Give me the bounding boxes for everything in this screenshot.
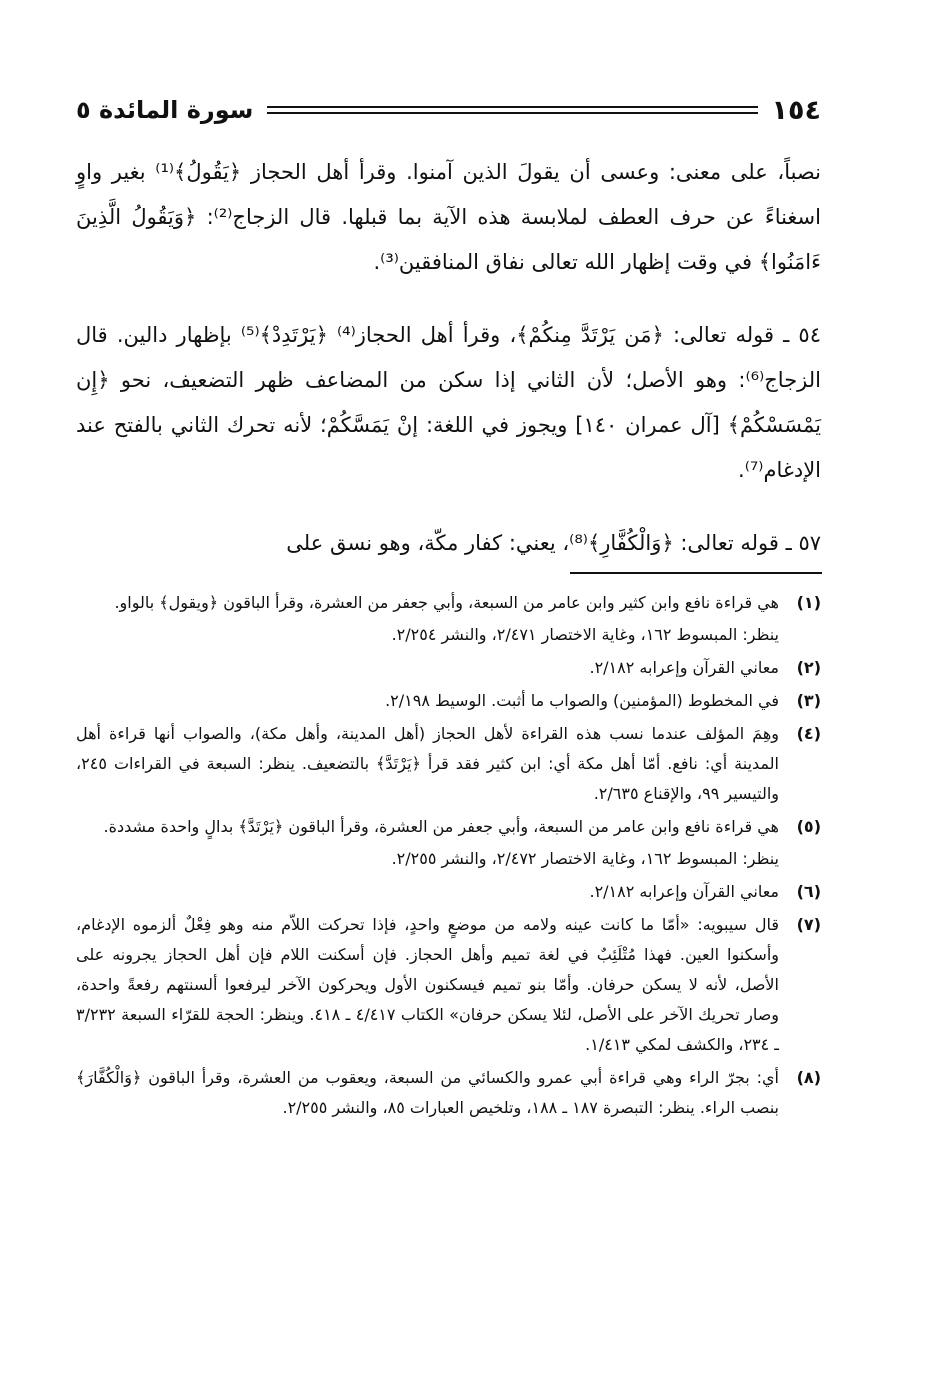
footnote-text: في المخطوط (المؤمنين) والصواب ما أثبت. الوسيط ٢/١٩٨. — [385, 691, 779, 710]
main-text — [76, 150, 821, 594]
footnote-reference: ينظر: المبسوط ١٦٢، وغاية الاختصار ٢/٤٧٢، والنشر ٢/٢٥٥. — [391, 849, 779, 868]
footnote-number: (٤) — [796, 724, 821, 743]
footnote-number: (٧) — [796, 915, 821, 934]
paragraph-54: ٥٤ ـ قوله تعالى: ﴿مَن يَرْتَدَّ مِنكُمْ﴾، وقرأ أهل الحجاز⁽⁴⁾ ﴿يَرْتَدِدْ﴾⁽⁵⁾ بإظهار دالين. قال الزجاج⁽⁶⁾: وهو الأصل؛ لأن الثاني إذا سكن من المضاعف ظهر التضعيف، نحو ﴿إِن يَمْسَسْكُمْ﴾ [آل عمران ١٤٠] ويجوز في اللغة: إنْ يَمَسَّكُمْ؛ لأنه تحرك الثاني بالفتح عند الإدغام⁽⁷⁾. — [76, 323, 821, 482]
footnote-1 — [76, 588, 821, 650]
header-double-rule — [267, 106, 757, 114]
page-number: ١٥٤ — [771, 94, 821, 126]
footnote-number: (٨) — [796, 1068, 821, 1087]
page-header — [76, 92, 821, 128]
footnote-text: هي قراءة نافع وابن عامر من السبعة، وأبي جعفر من العشرة، وقرأ الباقون ﴿يَرْتَدَّ﴾ بدالٍ واحدة مشددة. — [103, 817, 779, 836]
footnote-text: وهِمَ المؤلف عندما نسب هذه القراءة لأهل الحجاز (أهل المدينة، وأهل مكة)، والصواب أنها قراءة أهل المدينة أي: نافع. أمّا أهل مكة أي: ابن كثير فقد قرأ ﴿يَرْتَدَّ﴾ بالتضعيف. ينظر: السبعة في القراءات ٢٤٥، والتيسير ٩٩، والإقناع ٢/٦٣٥. — [76, 724, 779, 803]
footnote-6 — [76, 877, 821, 907]
footnote-body — [76, 588, 779, 650]
footnote-2 — [76, 653, 821, 683]
footnote-body — [76, 812, 779, 874]
footnote-reference: ينظر: المبسوط ١٦٢، وغاية الاختصار ٢/٤٧١، والنشر ٢/٢٥٤. — [391, 625, 779, 644]
footnote-number: (٥) — [796, 817, 821, 836]
footnote-number: (٦) — [796, 882, 821, 901]
footnote-text: قال سيبويه: «أمّا ما كانت عينه ولامه من موضعٍ واحدٍ، فإذا تحركت اللاّم منه وهو فِعْلٌ ألزموه الإدغام، وأسكنوا العين. فهذا مُتْلَئِبٌ في لغة تميم وأهل الحجاز. فإن أسكنت اللام فإن أهل الحجاز يجرونه على الأصل، لأنه لا يسكن حرفان. وأمّا بنو تميم فيسكنون الأول ويحركون الآخر ليرفعوا ألسنتهم رفعةً واحدة، وصار تحريك الآخر على الأصل، لئلا يسكن حرفان» الكتاب ٤/٤١٧ ـ ٤١٨. وينظر: الحجة للقرّاء السبعة ٣/٢٣٢ ـ ٢٣٤، والكشف لمكي ١/٤١٣. — [76, 915, 780, 1054]
paragraph-1: نصباً، على معنى: وعسى أن يقولَ الذين آمنوا. وقرأ أهل الحجاز ﴿يَقُولُ﴾⁽¹⁾ بغير واوٍ اسغناءً عن حرف العطف لملابسة هذه الآية بما قبلها. قال الزجاج⁽²⁾: ﴿وَيَقُولُ الَّذِينَ ءَامَنُوا﴾ في وقت إظهار الله تعالى نفاق المنافقين⁽³⁾. — [76, 160, 821, 274]
footnote-number: (١) — [796, 593, 821, 612]
footnote-separator — [570, 572, 822, 574]
footnote-4 — [76, 719, 821, 809]
footnote-3 — [76, 686, 821, 716]
footnote-text: أي: بجرّ الراء وهي قراءة أبي عمرو والكسائي من السبعة، ويعقوب من العشرة، وقرأ الباقون ﴿وَالْكُفَّارَ﴾ بنصب الراء. ينظر: التبصرة ١٨٧ ـ ١٨٨، وتلخيص العبارات ٨٥، والنشر ٢/٢٥٥. — [76, 1068, 779, 1117]
paragraph-57: ٥٧ ـ قوله تعالى: ﴿وَالْكُفَّارِ﴾⁽⁸⁾، يعني: كفار مكّة، وهو نسق على — [286, 531, 821, 555]
footnotes — [76, 588, 821, 1126]
footnote-text: هي قراءة نافع وابن كثير وابن عامر من السبعة، وأبي جعفر من العشرة، وقرأ الباقون ﴿ويقول﴾ بالواو. — [114, 593, 779, 612]
footnote-8 — [76, 1063, 821, 1123]
footnote-text: معاني القرآن وإعرابه ٢/١٨٢. — [589, 882, 779, 901]
footnote-number: (٢) — [796, 658, 821, 677]
footnote-number: (٣) — [796, 691, 821, 710]
footnote-7 — [76, 910, 821, 1060]
footnote-5 — [76, 812, 821, 874]
footnote-text: معاني القرآن وإعرابه ٢/١٨٢. — [589, 658, 779, 677]
surah-title: سورة المائدة ٥ — [76, 96, 254, 124]
